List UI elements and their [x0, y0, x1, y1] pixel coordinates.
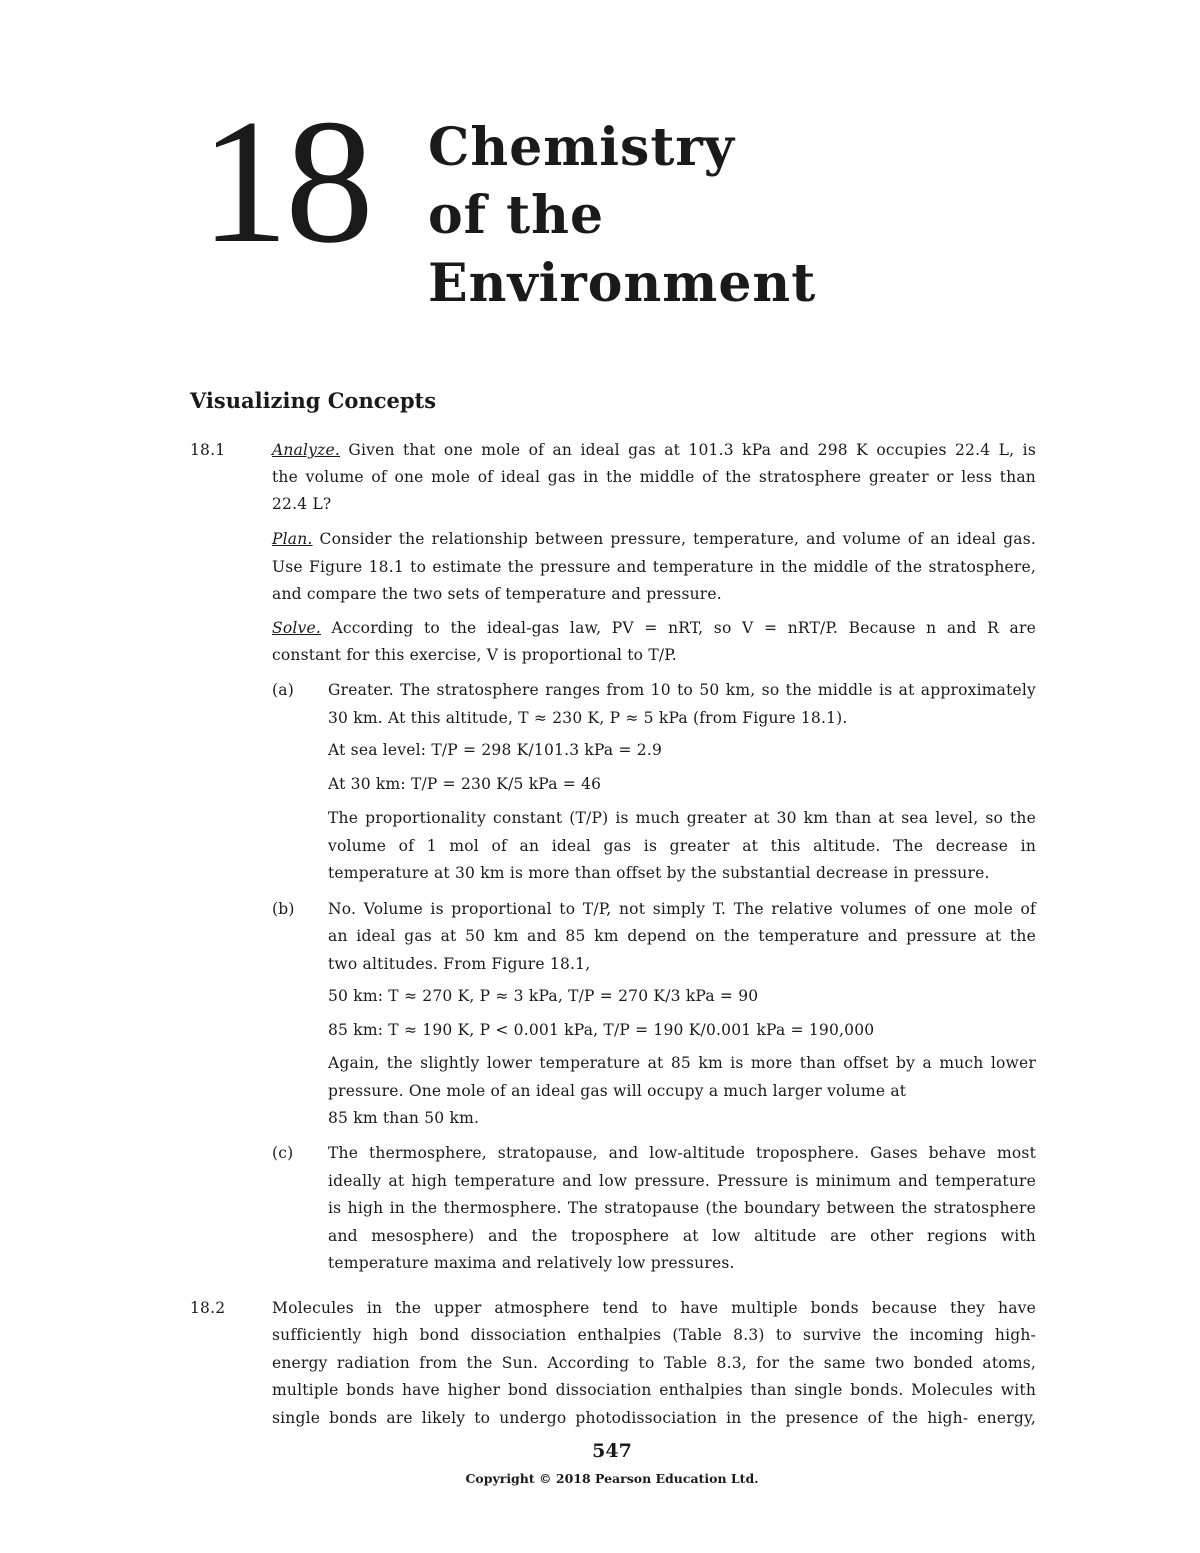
text-line: constant for this exercise, V is proportional to T/P. — [272, 646, 677, 664]
analyze-line — [272, 441, 1036, 459]
chapter-title-line: Chemistry — [428, 117, 735, 178]
chapter-number: 18 — [200, 82, 370, 280]
equation-line: 50 km: T ≈ 270 K, P ≈ 3 kPa, T/P = 270 K/3 kPa = 90 — [328, 987, 759, 1005]
text-line: the volume of one mole of ideal gas in the middle of the stratosphere greater or less than — [272, 468, 1036, 486]
text-line: and compare the two sets of temperature and pressure. — [272, 585, 722, 603]
text-line: and mesosphere) and the troposphere at low altitude are other regions with — [328, 1227, 1036, 1245]
equation-line: At 30 km: T/P = 230 K/5 kPa = 46 — [328, 775, 602, 793]
text-line: temperature maxima and relatively low pressures. — [328, 1254, 735, 1272]
page-number: 547 — [592, 1440, 632, 1462]
solve-label: Solve. — [272, 619, 321, 637]
text-line: temperature at 30 km is more than offset by the substantial decrease in pressure. — [328, 864, 990, 882]
text-line: 30 km. At this altitude, T ≈ 230 K, P ≈ 5 kPa (from Figure 18.1). — [328, 709, 848, 727]
text-line: two altitudes. From Figure 18.1, — [328, 955, 591, 973]
part-marker: (a) — [272, 681, 294, 699]
text-line: multiple bonds have higher bond dissociation enthalpies than single bonds. Molecules with — [272, 1381, 1036, 1399]
text-line: Use Figure 18.1 to estimate the pressure and temperature in the middle of the stratosphere, — [272, 558, 1036, 576]
part-marker: (c) — [272, 1144, 294, 1162]
plan-text: Consider the relationship between pressure, temperature, and volume of an ideal gas. — [319, 530, 1036, 548]
chapter-title-line: of the — [428, 185, 605, 246]
text-line: is high in the thermosphere. The stratopause (the boundary between the stratosphere — [328, 1199, 1036, 1217]
text-line: single bonds are likely to undergo photodissociation in the presence of the high- energy, — [272, 1409, 1036, 1427]
analyze-text: Given that one mole of an ideal gas at 101.3 kPa and 298 K occupies 22.4 L, is — [348, 441, 1036, 459]
text-line: 85 km than 50 km. — [328, 1109, 480, 1127]
plan-label: Plan. — [272, 530, 313, 548]
copyright-notice: Copyright © 2018 Pearson Education Ltd. — [465, 1471, 759, 1486]
text-line: pressure. One mole of an ideal gas will occupy a much larger volume at — [328, 1082, 907, 1100]
text-line: ideally at high temperature and low pressure. Pressure is minimum and temperature — [328, 1172, 1036, 1190]
equation-line: At sea level: T/P = 298 K/101.3 kPa = 2.9 — [328, 741, 663, 759]
question-number: 18.2 — [190, 1299, 226, 1317]
text-line: an ideal gas at 50 km and 85 km depend on the temperature and pressure at the — [328, 927, 1036, 945]
text-line: sufficiently high bond dissociation enthalpies (Table 8.3) to survive the incoming high- — [272, 1326, 1036, 1344]
text-line: energy radiation from the Sun. According to Table 8.3, for the same two bonded atoms, — [272, 1354, 1036, 1372]
solve-text: According to the ideal-gas law, PV = nRT, so V = nRT/P. Because n and R are — [331, 619, 1036, 637]
text-line: Molecules in the upper atmosphere tend to have multiple bonds because they have — [272, 1299, 1036, 1317]
question-number: 18.1 — [190, 441, 226, 459]
part-marker: (b) — [272, 900, 295, 918]
text-line: The thermosphere, stratopause, and low-altitude troposphere. Gases behave most — [328, 1144, 1036, 1162]
equation-line: 85 km: T ≈ 190 K, P < 0.001 kPa, T/P = 190 K/0.001 kPa = 190,000 — [328, 1021, 875, 1039]
analyze-label: Analyze. — [272, 441, 340, 459]
text-line: Greater. The stratosphere ranges from 10 to 50 km, so the middle is at approximately — [328, 681, 1036, 699]
text-line: The proportionality constant (T/P) is much greater at 30 km than at sea level, so the — [328, 809, 1036, 827]
section-heading: Visualizing Concepts — [190, 388, 437, 413]
text-line: 22.4 L? — [272, 495, 332, 513]
chapter-title-line: Environment — [428, 253, 817, 314]
text-line: Again, the slightly lower temperature at 85 km is more than offset by a much lower — [328, 1054, 1036, 1072]
plan-line — [272, 530, 1036, 548]
solve-line — [272, 619, 1036, 637]
chapter-title — [428, 114, 816, 318]
text-line: No. Volume is proportional to T/P, not simply T. The relative volumes of one mole of — [328, 900, 1036, 918]
text-line: volume of 1 mol of an ideal gas is greater at this altitude. The decrease in — [328, 837, 1036, 855]
